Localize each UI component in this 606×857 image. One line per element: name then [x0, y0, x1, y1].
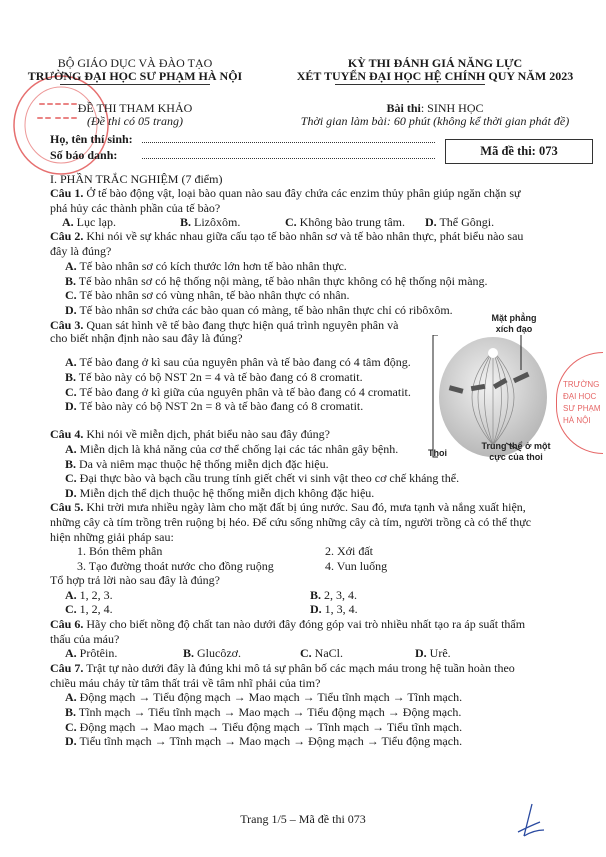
option-d[interactable] — [65, 734, 462, 748]
option-text: Miễn dịch thể dịch thuộc hệ thống miễn dịch không đặc hiệu. — [76, 486, 375, 500]
option-text: NaCl. — [311, 646, 344, 660]
option-key: A. — [65, 355, 77, 369]
option-text: 2, 3, 4. — [321, 588, 358, 602]
name-label: Họ, tên thí sinh: — [50, 132, 133, 146]
stamp-text: ĐẠI HỌC — [563, 392, 597, 401]
option-text: 1, 2, 4. — [76, 602, 113, 616]
option-key: D. — [415, 646, 427, 660]
option-text: Urê. — [426, 646, 451, 660]
option-key: B. — [65, 705, 77, 719]
question-text: Khi nói về sự khác nhau giữa cấu tạo tế bào nhân sơ và tế bào nhân thực, phát biểu nào sau — [83, 229, 524, 243]
option-text: Lục lạp. — [73, 215, 116, 229]
solution-item: 4. Vun luống — [325, 559, 388, 573]
question-text: Trật tự nào dưới đây là đúng khi mô tả sự phân bố các mạch máu trong hệ tuần hoàn theo — [83, 661, 515, 675]
option-text: Tế bào nhân sơ có vùng nhân, tế bào nhân thực có nhân. — [76, 288, 350, 302]
option-text: Tế bào nhân sơ có kích thước lớn hơn tế bào nhân thực. — [76, 259, 347, 273]
option-key: C. — [65, 602, 77, 616]
option-key: A. — [65, 646, 77, 660]
option-text: Động mạch → Tiểu động mạch → Mao mạch → Tiểu tĩnh mạch → Tĩnh mạch. — [76, 690, 463, 704]
option-a[interactable] — [65, 355, 411, 369]
option-d[interactable] — [425, 215, 494, 229]
option-a[interactable] — [65, 259, 347, 273]
option-b[interactable] — [310, 588, 357, 602]
question-text: Khi trời mưa nhiều ngày làm cho mặt đất bị úng nước. Sau đó, mưa tạnh và nắng xuất hiện, — [83, 500, 526, 514]
option-d[interactable] — [415, 646, 451, 660]
option-key: B. — [310, 588, 322, 602]
option-c[interactable] — [65, 602, 113, 616]
subject: : SINH HỌC — [420, 101, 484, 115]
question-1 — [50, 186, 521, 200]
ministry-name: BỘ GIÁO DỤC VÀ ĐÀO TẠO — [57, 56, 213, 70]
question-text: Hãy cho biết nồng độ chất tan nào dưới đây đóng góp vai trò nhiều nhất tạo ra áp suất thẩm — [83, 617, 526, 631]
option-text: Tế bào nhân sơ có hệ thống nội màng, tế bào nhân thực không có hệ thống nội màng. — [76, 274, 488, 288]
option-text: Lizôxôm. — [191, 215, 241, 229]
figure-label-centrosome — [478, 441, 554, 463]
question-label: Câu 5. — [50, 500, 84, 514]
question-2 — [50, 229, 523, 243]
candidate-name-field[interactable] — [50, 132, 435, 146]
option-a[interactable] — [65, 690, 462, 704]
option-c[interactable] — [65, 385, 411, 399]
solution-item: 3. Tạo đường thoát nước cho đồng ruộng — [77, 559, 274, 573]
subject-label: Bài thi — [386, 101, 421, 115]
exam-title: KỲ THI ĐÁNH GIÁ NĂNG LỰC — [347, 56, 523, 70]
option-key: C. — [65, 471, 77, 485]
question-text: hiện những giải pháp sau: — [50, 530, 174, 544]
solution-item: 2. Xới đất — [325, 544, 374, 558]
option-text: Tế bào nhân sơ chứa các bào quan có màng, tế bào nhân thực chỉ có ribôxôm. — [76, 303, 453, 317]
question-text: đây là đúng? — [50, 244, 112, 258]
option-key: B. — [183, 646, 195, 660]
option-text: Tĩnh mạch → Tiểu tĩnh mạch → Mao mạch → Tiểu động mạch → Động mạch. — [76, 705, 462, 719]
option-key: C. — [65, 385, 77, 399]
question-label: Câu 2. — [50, 229, 84, 243]
subject-line — [270, 101, 600, 115]
exam-type: ĐỀ THI THAM KHẢO — [77, 101, 193, 115]
option-key: D. — [65, 399, 77, 413]
option-text: Tiểu tĩnh mạch → Tĩnh mạch → Mao mạch → Động mạch → Tiểu động mạch. — [76, 734, 463, 748]
option-text: Tế bào này có bộ NST 2n = 8 và tế bào đang có 8 cromatit. — [76, 399, 364, 413]
option-key: C. — [65, 288, 77, 302]
option-text: Tế bào đang ở kì giữa của nguyên phân và tế bào đang có 4 cromatit. — [76, 385, 411, 399]
option-b[interactable] — [180, 215, 240, 229]
question-label: Câu 4. — [50, 427, 84, 441]
option-key: D. — [65, 734, 77, 748]
option-key: A. — [65, 690, 77, 704]
question-text: Quan sát hình vẽ tế bào đang thực hiện quá trình nguyên phân và — [83, 318, 399, 332]
question-label: Câu 1. — [50, 186, 84, 200]
option-text: 1, 3, 4. — [321, 602, 358, 616]
figure-label: cực của thoi — [489, 452, 543, 462]
candidate-id-field[interactable] — [50, 148, 435, 162]
question-text: Khi nói về miễn dịch, phát biểu nào sau đây đúng? — [83, 427, 330, 441]
option-c[interactable] — [285, 215, 405, 229]
option-text: Tế bào đang ở kì sau của nguyên phân và tế bào đang có 4 tâm động. — [76, 355, 411, 369]
option-key: B. — [180, 215, 192, 229]
option-key: A. — [62, 215, 74, 229]
option-d[interactable] — [65, 399, 363, 413]
question-text: thấu của máu? — [50, 632, 120, 646]
figure-label: Trung thể ở một — [481, 441, 551, 451]
option-a[interactable] — [62, 215, 116, 229]
question-label: Câu 7. — [50, 661, 84, 675]
signature — [510, 800, 550, 840]
option-c[interactable] — [65, 288, 350, 302]
option-d[interactable] — [65, 486, 374, 500]
question-5 — [50, 500, 526, 514]
option-b[interactable] — [65, 274, 488, 288]
option-b[interactable] — [65, 705, 461, 719]
option-text: Không bào trung tâm. — [296, 215, 405, 229]
option-text: Đại thực bào và bạch cầu trung tính giết chết vi sinh vật theo cơ chế kháng thể. — [76, 471, 460, 485]
option-b[interactable] — [65, 370, 363, 384]
option-key: B. — [65, 370, 77, 384]
option-text: Prôtêin. — [76, 646, 118, 660]
stamp-text: SƯ PHẠM — [563, 404, 601, 413]
figure-label-equatorial-plane — [474, 313, 554, 335]
question-4 — [50, 427, 330, 441]
university-name: TRƯỜNG ĐẠI HỌC SƯ PHẠM HÀ NỘI — [27, 69, 243, 83]
question-text: chiều máu chảy từ tâm thất trái về tâm nhĩ phải của tim? — [50, 676, 321, 690]
option-key: A. — [65, 442, 77, 456]
question-text: cho biết nhận định nào sau đây là đúng? — [50, 331, 243, 345]
figure-label-spindle: Thoi — [428, 448, 447, 458]
question-label: Câu 3. — [50, 318, 84, 332]
option-d[interactable] — [65, 303, 453, 317]
centrosome — [488, 348, 498, 358]
dots — [142, 158, 435, 159]
option-text: Tế bào này có bộ NST 2n = 4 và tế bào đang có 8 cromatit. — [76, 370, 363, 384]
option-text: Động mạch → Mao mạch → Tiểu động mạch → Tĩnh mạch → Tiểu tĩnh mạch. — [76, 720, 463, 734]
option-key: C. — [285, 215, 297, 229]
question-7 — [50, 661, 515, 675]
option-c[interactable] — [300, 646, 343, 660]
stamp-text: TRƯỜNG — [563, 380, 600, 389]
option-b[interactable] — [183, 646, 241, 660]
question-3 — [50, 318, 398, 332]
official-stamp — [556, 352, 603, 454]
option-a[interactable] — [65, 646, 117, 660]
page-footer: Trang 1/5 – Mã đề thi 073 — [240, 812, 366, 826]
option-text: Thể Gôngi. — [436, 215, 495, 229]
page-count: (Đề thi có 05 trang) — [87, 114, 183, 128]
option-a[interactable] — [65, 442, 398, 456]
question-label: Câu 6. — [50, 617, 84, 631]
question-prompt: Tổ hợp trả lời nào sau đây là đúng? — [50, 573, 220, 587]
option-key: A. — [65, 588, 77, 602]
option-text: Miễn dịch là khả năng của cơ thể chống lại các tác nhân gây bệnh. — [76, 442, 399, 456]
option-key: C. — [300, 646, 312, 660]
question-6 — [50, 617, 525, 631]
option-a[interactable] — [65, 588, 113, 602]
figure-label: xích đạo — [495, 324, 533, 334]
duration: Thời gian làm bài: 60 phút (không kể thời gian phát đề) — [300, 114, 570, 128]
option-key: B. — [65, 274, 77, 288]
option-key: A. — [65, 259, 77, 273]
option-key: C. — [65, 720, 77, 734]
section-title: I. PHẦN TRẮC NGHIỆM (7 điểm) — [50, 172, 223, 186]
divider — [335, 84, 485, 85]
question-text: những cây cà tím trồng trên ruộng bị héo. Để cứu sống những cây cà tím, người trồng cà có thể thực — [50, 515, 532, 529]
question-text: phá hủy các thành phần của tế bào? — [50, 201, 221, 215]
exam-code-box: Mã đề thi: 073 — [445, 139, 593, 164]
option-key: D. — [65, 303, 77, 317]
exam-subtitle: XÉT TUYỂN ĐẠI HỌC HỆ CHÍNH QUY NĂM 2023 — [296, 69, 574, 83]
id-label: Số báo danh: — [50, 148, 118, 162]
option-text: 1, 2, 3. — [76, 588, 113, 602]
option-c[interactable] — [65, 471, 459, 485]
option-d[interactable] — [310, 602, 358, 616]
option-text: Glucôzơ. — [194, 646, 242, 660]
option-key: D. — [310, 602, 322, 616]
figure-label: Mặt phẳng — [491, 313, 537, 323]
option-c[interactable] — [65, 720, 462, 734]
question-text: Ở tế bào động vật, loại bào quan nào sau đây chứa các enzim thủy phân giúp ngăn chặn sự — [83, 186, 521, 200]
option-key: B. — [65, 457, 77, 471]
stamp-text: HÀ NỘI — [563, 416, 591, 425]
option-key: D. — [425, 215, 437, 229]
option-key: D. — [65, 486, 77, 500]
dots — [142, 142, 435, 143]
divider — [60, 84, 210, 85]
solution-item: 1. Bón thêm phân — [77, 544, 163, 558]
option-text: Da và niêm mạc thuộc hệ thống miễn dịch đặc hiệu. — [76, 457, 329, 471]
option-b[interactable] — [65, 457, 329, 471]
